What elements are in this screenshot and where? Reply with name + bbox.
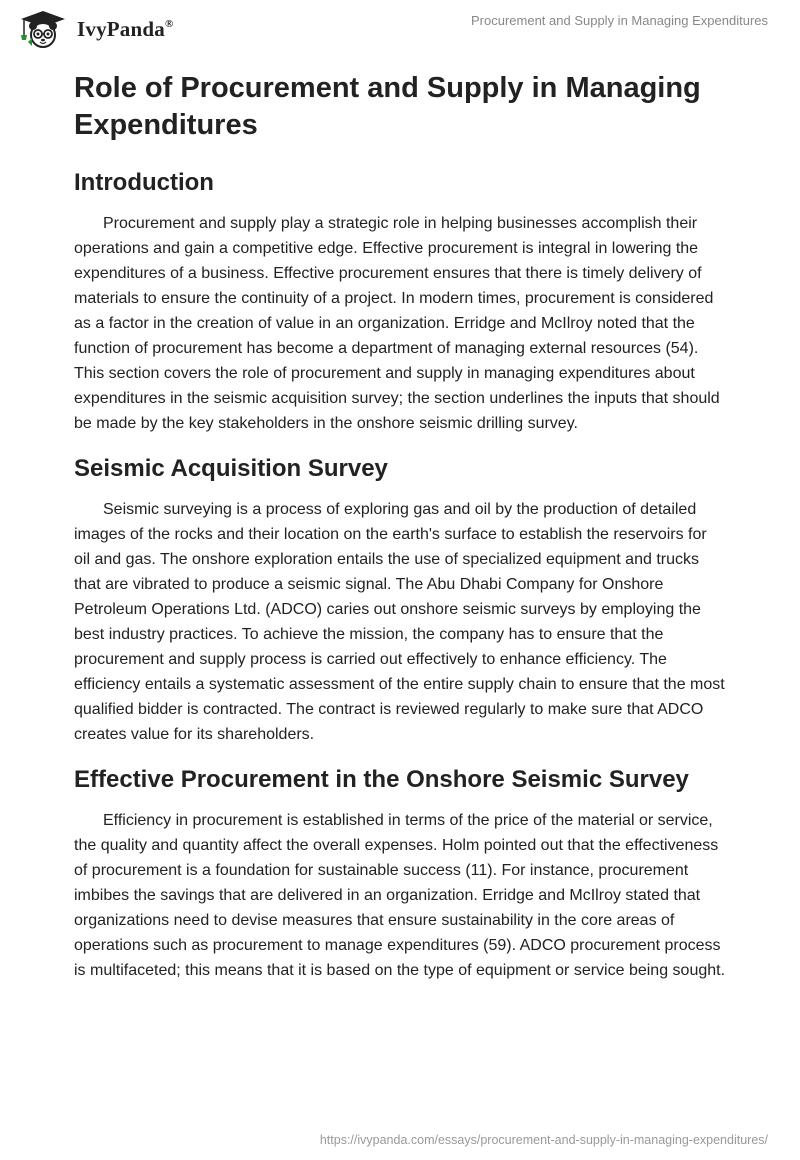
section-paragraph: Procurement and supply play a strategic role in helping businesses accomplish their operations and gain a competitive edge. Effective procurement is integral in lowering the expenditures of a business. Effective procurement ensures that there is timely delivery of materials to ensure the continuity of a project. In modern times, procurement is considered as a factor in the creation of value in an organization. Erridge and McIlroy noted that the function of procurement has become a department of managing external resources (54). This section covers the role of procurement and supply in managing expenditures about expenditures in the seismic acquisition survey; the section underlines the inputs that should be made by the key stakeholders in the onshore seismic drilling survey. (74, 215, 720, 432)
section-heading: Introduction (74, 169, 214, 196)
section-paragraph: Efficiency in procurement is established in terms of the price of the material or service, the quality and quantity affect the overall expenses. Holm pointed out that the effectiveness of procurement is a foundation for sustainable success (11). For instance, procurement imbibes the savings that are delivered in an organization. Erridge and McIlroy stated that organizations need to devise measures that ensure sustainability in the core areas of operations such as procurement to manage expenditures (59). ADCO procurement process is multifaceted; this means that it is based on the type of equipment or service being sought. (74, 812, 726, 979)
brand-name-text: IvyPanda (77, 16, 165, 41)
registered-mark: ® (164, 17, 174, 30)
section-effective-procurement (74, 765, 726, 983)
article-body (74, 70, 726, 1001)
running-title: Procurement and Supply in Managing Expenditures (470, 13, 768, 28)
source-url[interactable]: https://ivypanda.com/essays/procurement-and-supply-in-managing-expenditures/ (319, 1133, 768, 1147)
panda-graduate-icon (15, 9, 71, 49)
page-header (0, 0, 800, 60)
section-paragraph: Seismic surveying is a process of exploring gas and oil by the production of detailed images of the rocks and their location on the earth's surface to establish the reservoirs for oil and gas. The onshore exploration entails the use of specialized equipment and trucks that are vibrated to produce a seismic signal. The Abu Dhabi Company for Onshore Petroleum Operations Ltd. (ADCO) caries out onshore seismic surveys by employing the best industry practices. To achieve the mission, the company has to ensure that the procurement and supply process is carried out effectively to enhance efficiency. The efficiency entails a systematic assessment of the entire supply chain to ensure that the most qualified bidder is contracted. The contract is reviewed regularly to make sure that ADCO creates value for its shareholders. (74, 501, 725, 743)
article-title: Role of Procurement and Supply in Managing Expenditures (74, 72, 701, 141)
brand-name (77, 17, 173, 42)
brand-logo[interactable] (15, 9, 173, 49)
section-heading: Seismic Acquisition Survey (74, 455, 388, 482)
section-introduction (74, 168, 726, 436)
section-seismic-acquisition-survey (74, 454, 726, 747)
section-heading: Effective Procurement in the Onshore Seismic Survey (74, 766, 689, 793)
